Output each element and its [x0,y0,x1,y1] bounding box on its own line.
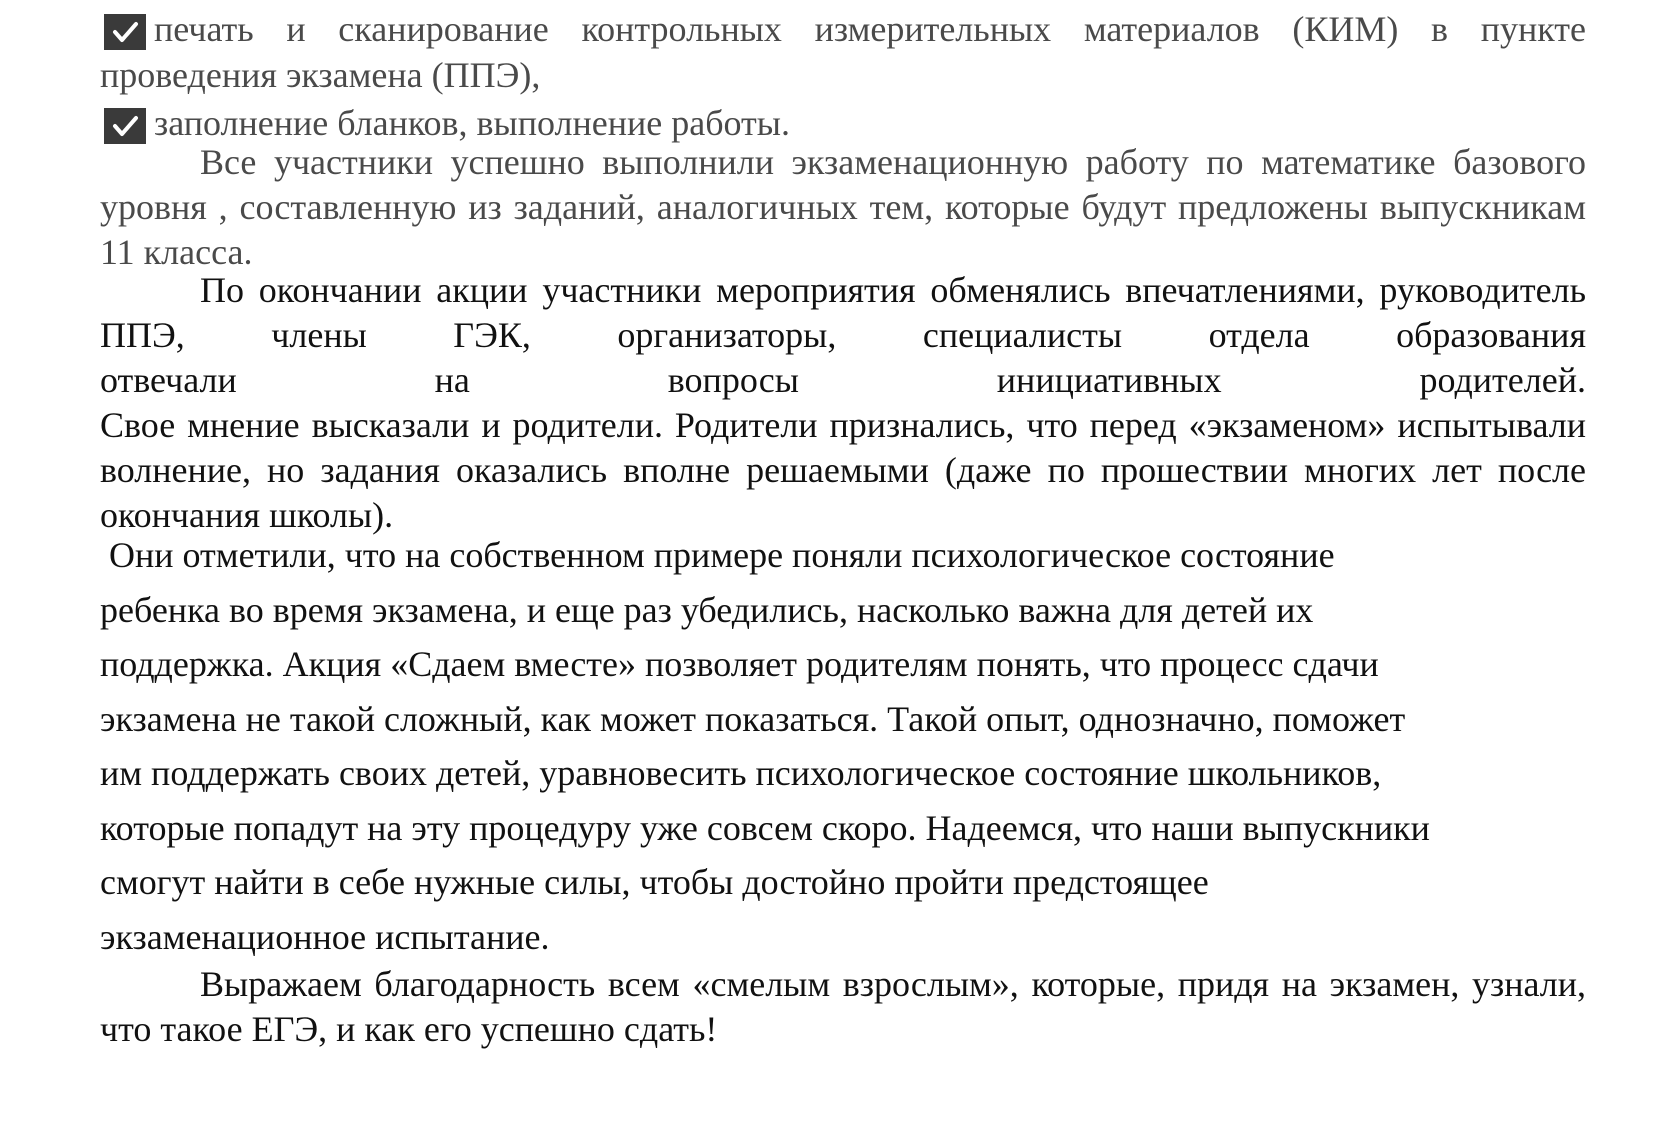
paragraph-after-event [100,268,1586,538]
opinion-line: смогут найти в себе нужные силы, чтобы достойно пройти предстоящее [100,862,1209,902]
opinion-line: поддержка. Акция «Сдаем вместе» позволяет родителям понять, что процесс сдачи [100,644,1379,684]
paragraph-thanks: Выражаем благодарность всем «смелым взрослым», которые, придя на экзамен, узнали, что такое ЕГЭ, и как его успешно сдать! [100,964,1586,1049]
opinion-line: которые попадут на эту процедуру уже совсем скоро. Надеемся, что наши выпускники [100,807,1430,848]
checkbox-checked-icon [104,14,146,50]
opinion-line: им поддержать своих детей, уравновесить психологическое состояние школьников, [100,753,1382,793]
paragraph-opinion [100,528,1586,964]
spread-word: инициативных [996,360,1222,400]
checkbox-checked-icon [104,108,146,144]
opinion-line: экзамена не такой сложный, как может показаться. Такой опыт, однозначно, поможет [100,698,1406,739]
bullet-list [100,6,1586,146]
bullet-text-line: заполнение бланков, выполнение работы. [154,103,790,143]
spread-word: на [434,360,470,400]
opinion-line: ребенка во время экзамена, и еще раз убедились, насколько важна для детей их [100,589,1314,630]
paragraph-after-lines: По окончании акции участники мероприятия обменялись впечатлениями, руководитель ППЭ, члены ГЭК, организаторы, специалисты отдела образования [100,270,1586,355]
opinion-line: экзаменационное испытание. [100,916,550,957]
bullet-item [100,6,1586,98]
spread-word: вопросы [667,360,799,400]
spread-line [100,358,1586,403]
paragraph-results: Все участники успешно выполнили экзаменационную работу по математике базового уровня , составленную из заданий, аналогичных тем, которые будут предложены выпускникам 11 класса. [100,142,1586,272]
bullet-text-line: проведения экзамена (ППЭ), [100,55,541,95]
bullet-text-line: печать и сканирование контрольных измерительных материалов (КИМ) в пункте [154,9,1586,49]
spread-word: отвечали [100,360,237,400]
paragraph-after-rest: Свое мнение высказали и родители. Родители признались, что перед «экзаменом» испытывали волнение, но задания оказались вполне решаемыми (даже по прошествии многих лет после окончания школы). [100,405,1586,535]
opinion-line: Они отметили, что на собственном примере поняли психологическое состояние [100,535,1335,575]
spread-word: родителей. [1419,360,1586,400]
